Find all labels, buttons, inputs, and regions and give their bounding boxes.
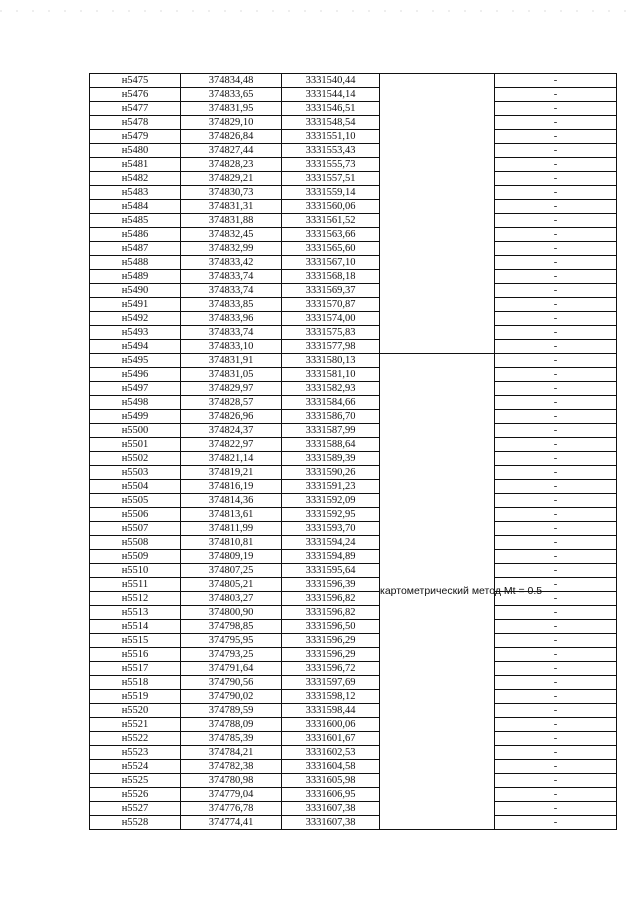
y-coordinate-cell: 3331540,44 [282, 74, 380, 88]
method-cell-group-1 [380, 74, 495, 354]
point-name-cell: н5484 [90, 200, 181, 214]
point-name-cell: н5523 [90, 746, 181, 760]
x-coordinate-cell: 374803,27 [181, 592, 282, 606]
y-coordinate-cell: 3331596,39 [282, 578, 380, 592]
y-coordinate-cell: 3331559,14 [282, 186, 380, 200]
table-row [90, 102, 617, 116]
point-name-cell: н5510 [90, 564, 181, 578]
y-coordinate-cell: 3331607,38 [282, 816, 380, 830]
table-row [90, 718, 617, 732]
point-name-cell: н5527 [90, 802, 181, 816]
point-name-cell: н5486 [90, 228, 181, 242]
y-coordinate-cell: 3331577,98 [282, 340, 380, 354]
note-cell: - [495, 690, 617, 704]
x-coordinate-cell: 374798,85 [181, 620, 282, 634]
point-name-cell: н5477 [90, 102, 181, 116]
table-row [90, 606, 617, 620]
table-row [90, 256, 617, 270]
note-cell: - [495, 704, 617, 718]
y-coordinate-cell: 3331560,06 [282, 200, 380, 214]
note-cell: - [495, 298, 617, 312]
x-coordinate-cell: 374800,90 [181, 606, 282, 620]
x-coordinate-cell: 374824,37 [181, 424, 282, 438]
note-cell: - [495, 256, 617, 270]
table-row [90, 228, 617, 242]
point-name-cell: н5516 [90, 648, 181, 662]
point-name-cell: н5481 [90, 158, 181, 172]
note-cell: - [495, 354, 617, 368]
x-coordinate-cell: 374831,05 [181, 368, 282, 382]
x-coordinate-cell: 374831,95 [181, 102, 282, 116]
table-row [90, 172, 617, 186]
y-coordinate-cell: 3331598,44 [282, 704, 380, 718]
x-coordinate-cell: 374793,25 [181, 648, 282, 662]
note-cell: - [495, 270, 617, 284]
note-cell: - [495, 816, 617, 830]
y-coordinate-cell: 3331605,98 [282, 774, 380, 788]
point-name-cell: н5475 [90, 74, 181, 88]
y-coordinate-cell: 3331592,09 [282, 494, 380, 508]
y-coordinate-cell: 3331596,50 [282, 620, 380, 634]
table-row [90, 424, 617, 438]
x-coordinate-cell: 374811,99 [181, 522, 282, 536]
table-row [90, 214, 617, 228]
y-coordinate-cell: 3331575,83 [282, 326, 380, 340]
y-coordinate-cell: 3331587,99 [282, 424, 380, 438]
y-coordinate-cell: 3331604,58 [282, 760, 380, 774]
x-coordinate-cell: 374829,21 [181, 172, 282, 186]
point-name-cell: н5509 [90, 550, 181, 564]
note-cell: - [495, 410, 617, 424]
point-name-cell: н5504 [90, 480, 181, 494]
y-coordinate-cell: 3331568,18 [282, 270, 380, 284]
y-coordinate-cell: 3331553,43 [282, 144, 380, 158]
x-coordinate-cell: 374790,02 [181, 690, 282, 704]
point-name-cell: н5500 [90, 424, 181, 438]
x-coordinate-cell: 374790,56 [181, 676, 282, 690]
x-coordinate-cell: 374829,97 [181, 382, 282, 396]
point-name-cell: н5488 [90, 256, 181, 270]
x-coordinate-cell: 374807,25 [181, 564, 282, 578]
y-coordinate-cell: 3331601,67 [282, 732, 380, 746]
x-coordinate-cell: 374782,38 [181, 760, 282, 774]
x-coordinate-cell: 374826,84 [181, 130, 282, 144]
note-cell: - [495, 396, 617, 410]
point-name-cell: н5526 [90, 788, 181, 802]
point-name-cell: н5476 [90, 88, 181, 102]
x-coordinate-cell: 374805,21 [181, 578, 282, 592]
point-name-cell: н5492 [90, 312, 181, 326]
table-row [90, 620, 617, 634]
note-cell: - [495, 130, 617, 144]
point-name-cell: н5507 [90, 522, 181, 536]
table-row [90, 536, 617, 550]
y-coordinate-cell: 3331589,39 [282, 452, 380, 466]
y-coordinate-cell: 3331592,95 [282, 508, 380, 522]
table-row [90, 270, 617, 284]
table-row [90, 760, 617, 774]
y-coordinate-cell: 3331557,51 [282, 172, 380, 186]
point-name-cell: н5508 [90, 536, 181, 550]
point-name-cell: н5494 [90, 340, 181, 354]
note-cell: - [495, 424, 617, 438]
y-coordinate-cell: 3331544,14 [282, 88, 380, 102]
note-cell: - [495, 102, 617, 116]
table-row [90, 130, 617, 144]
point-name-cell: н5522 [90, 732, 181, 746]
x-coordinate-cell: 374791,64 [181, 662, 282, 676]
x-coordinate-cell: 374813,61 [181, 508, 282, 522]
x-coordinate-cell: 374833,74 [181, 270, 282, 284]
note-cell: - [495, 774, 617, 788]
y-coordinate-cell: 3331551,10 [282, 130, 380, 144]
table-row [90, 690, 617, 704]
table-row [90, 480, 617, 494]
y-coordinate-cell: 3331606,95 [282, 788, 380, 802]
note-cell: - [495, 662, 617, 676]
point-name-cell: н5489 [90, 270, 181, 284]
point-name-cell: н5487 [90, 242, 181, 256]
point-name-cell: н5503 [90, 466, 181, 480]
point-name-cell: н5495 [90, 354, 181, 368]
table-row [90, 298, 617, 312]
y-coordinate-cell: 3331548,54 [282, 116, 380, 130]
x-coordinate-cell: 374776,78 [181, 802, 282, 816]
table-row [90, 746, 617, 760]
x-coordinate-cell: 374833,65 [181, 88, 282, 102]
method-cell-group-2: картометрический метод Mt = 0.5 [380, 354, 495, 830]
point-name-cell: н5524 [90, 760, 181, 774]
x-coordinate-cell: 374833,74 [181, 284, 282, 298]
note-cell: - [495, 648, 617, 662]
y-coordinate-cell: 3331555,73 [282, 158, 380, 172]
y-coordinate-cell: 3331569,37 [282, 284, 380, 298]
y-coordinate-cell: 3331586,70 [282, 410, 380, 424]
note-cell: - [495, 606, 617, 620]
y-coordinate-cell: 3331600,06 [282, 718, 380, 732]
y-coordinate-cell: 3331595,64 [282, 564, 380, 578]
y-coordinate-cell: 3331590,26 [282, 466, 380, 480]
note-cell: - [495, 676, 617, 690]
table-row [90, 550, 617, 564]
y-coordinate-cell: 3331591,23 [282, 480, 380, 494]
note-cell: - [495, 788, 617, 802]
note-cell: - [495, 144, 617, 158]
note-cell: - [495, 802, 617, 816]
point-name-cell: н5493 [90, 326, 181, 340]
y-coordinate-cell: 3331565,60 [282, 242, 380, 256]
point-name-cell: н5525 [90, 774, 181, 788]
table-row [90, 186, 617, 200]
note-cell: - [495, 200, 617, 214]
x-coordinate-cell: 374831,91 [181, 354, 282, 368]
x-coordinate-cell: 374833,96 [181, 312, 282, 326]
y-coordinate-cell: 3331563,66 [282, 228, 380, 242]
table-row [90, 662, 617, 676]
x-coordinate-cell: 374833,10 [181, 340, 282, 354]
table-row [90, 396, 617, 410]
note-cell: - [495, 340, 617, 354]
x-coordinate-cell: 374826,96 [181, 410, 282, 424]
note-cell: - [495, 536, 617, 550]
x-coordinate-cell: 374789,59 [181, 704, 282, 718]
y-coordinate-cell: 3331593,70 [282, 522, 380, 536]
coordinates-table-body [90, 74, 617, 830]
table-row [90, 312, 617, 326]
note-cell: - [495, 438, 617, 452]
point-name-cell: н5498 [90, 396, 181, 410]
note-cell: - [495, 326, 617, 340]
y-coordinate-cell: 3331594,89 [282, 550, 380, 564]
table-row [90, 802, 617, 816]
point-name-cell: н5480 [90, 144, 181, 158]
point-name-cell: н5483 [90, 186, 181, 200]
x-coordinate-cell: 374788,09 [181, 718, 282, 732]
x-coordinate-cell: 374809,19 [181, 550, 282, 564]
y-coordinate-cell: 3331561,52 [282, 214, 380, 228]
note-cell: - [495, 368, 617, 382]
table-row [90, 116, 617, 130]
x-coordinate-cell: 374780,98 [181, 774, 282, 788]
note-cell: - [495, 186, 617, 200]
x-coordinate-cell: 374833,85 [181, 298, 282, 312]
note-cell: - [495, 508, 617, 522]
table-row [90, 242, 617, 256]
y-coordinate-cell: 3331596,82 [282, 592, 380, 606]
y-coordinate-cell: 3331602,53 [282, 746, 380, 760]
note-cell: - [495, 578, 617, 592]
note-cell: - [495, 452, 617, 466]
point-name-cell: н5521 [90, 718, 181, 732]
note-cell: - [495, 494, 617, 508]
point-name-cell: н5501 [90, 438, 181, 452]
table-row [90, 774, 617, 788]
point-name-cell: н5490 [90, 284, 181, 298]
x-coordinate-cell: 374774,41 [181, 816, 282, 830]
point-name-cell: н5482 [90, 172, 181, 186]
point-name-cell: н5517 [90, 662, 181, 676]
y-coordinate-cell: 3331597,69 [282, 676, 380, 690]
x-coordinate-cell: 374828,57 [181, 396, 282, 410]
table-row [90, 382, 617, 396]
point-name-cell: н5514 [90, 620, 181, 634]
y-coordinate-cell: 3331596,72 [282, 662, 380, 676]
x-coordinate-cell: 374810,81 [181, 536, 282, 550]
table-row [90, 648, 617, 662]
note-cell: - [495, 732, 617, 746]
x-coordinate-cell: 374831,88 [181, 214, 282, 228]
x-coordinate-cell: 374827,44 [181, 144, 282, 158]
note-cell: - [495, 634, 617, 648]
point-name-cell: н5512 [90, 592, 181, 606]
point-name-cell: н5499 [90, 410, 181, 424]
table-row [90, 354, 617, 368]
table-row [90, 410, 617, 424]
table-row [90, 326, 617, 340]
table-row [90, 704, 617, 718]
note-cell: - [495, 760, 617, 774]
x-coordinate-cell: 374829,10 [181, 116, 282, 130]
y-coordinate-cell: 3331580,13 [282, 354, 380, 368]
x-coordinate-cell: 374785,39 [181, 732, 282, 746]
x-coordinate-cell: 374833,74 [181, 326, 282, 340]
x-coordinate-cell: 374832,99 [181, 242, 282, 256]
note-cell: - [495, 158, 617, 172]
y-coordinate-cell: 3331588,64 [282, 438, 380, 452]
y-coordinate-cell: 3331567,10 [282, 256, 380, 270]
table-row [90, 466, 617, 480]
table-row [90, 144, 617, 158]
y-coordinate-cell: 3331594,24 [282, 536, 380, 550]
note-cell: - [495, 550, 617, 564]
note-cell: - [495, 522, 617, 536]
note-cell: - [495, 564, 617, 578]
note-cell: - [495, 480, 617, 494]
point-name-cell: н5520 [90, 704, 181, 718]
note-cell: - [495, 172, 617, 186]
table-row [90, 676, 617, 690]
x-coordinate-cell: 374832,45 [181, 228, 282, 242]
note-cell: - [495, 620, 617, 634]
x-coordinate-cell: 374814,36 [181, 494, 282, 508]
note-cell: - [495, 312, 617, 326]
y-coordinate-cell: 3331596,82 [282, 606, 380, 620]
point-name-cell: н5485 [90, 214, 181, 228]
table-row [90, 74, 617, 88]
y-coordinate-cell: 3331570,87 [282, 298, 380, 312]
table-row [90, 200, 617, 214]
note-cell: - [495, 382, 617, 396]
x-coordinate-cell: 374833,42 [181, 256, 282, 270]
y-coordinate-cell: 3331546,51 [282, 102, 380, 116]
point-name-cell: н5506 [90, 508, 181, 522]
table-row [90, 340, 617, 354]
table-row [90, 438, 617, 452]
note-cell: - [495, 74, 617, 88]
scan-artifact-line [0, 8, 640, 14]
x-coordinate-cell: 374819,21 [181, 466, 282, 480]
point-name-cell: н5479 [90, 130, 181, 144]
y-coordinate-cell: 3331598,12 [282, 690, 380, 704]
point-name-cell: н5519 [90, 690, 181, 704]
y-coordinate-cell: 3331581,10 [282, 368, 380, 382]
note-cell: - [495, 228, 617, 242]
point-name-cell: н5502 [90, 452, 181, 466]
note-cell: - [495, 88, 617, 102]
table-row [90, 508, 617, 522]
table-row [90, 158, 617, 172]
table-row [90, 788, 617, 802]
point-name-cell: н5528 [90, 816, 181, 830]
table-row [90, 284, 617, 298]
x-coordinate-cell: 374779,04 [181, 788, 282, 802]
x-coordinate-cell: 374816,19 [181, 480, 282, 494]
point-name-cell: н5518 [90, 676, 181, 690]
note-cell: - [495, 214, 617, 228]
note-cell: - [495, 116, 617, 130]
y-coordinate-cell: 3331596,29 [282, 634, 380, 648]
table-row [90, 564, 617, 578]
note-cell: - [495, 746, 617, 760]
point-name-cell: н5511 [90, 578, 181, 592]
y-coordinate-cell: 3331584,66 [282, 396, 380, 410]
note-cell: - [495, 284, 617, 298]
point-name-cell: н5478 [90, 116, 181, 130]
x-coordinate-cell: 374821,14 [181, 452, 282, 466]
x-coordinate-cell: 374822,97 [181, 438, 282, 452]
table-row [90, 368, 617, 382]
table-row [90, 88, 617, 102]
table-row [90, 816, 617, 830]
y-coordinate-cell: 3331582,93 [282, 382, 380, 396]
x-coordinate-cell: 374795,95 [181, 634, 282, 648]
x-coordinate-cell: 374831,31 [181, 200, 282, 214]
x-coordinate-cell: 374834,48 [181, 74, 282, 88]
table-row [90, 494, 617, 508]
point-name-cell: н5497 [90, 382, 181, 396]
y-coordinate-cell: 3331607,38 [282, 802, 380, 816]
coordinates-table [89, 73, 617, 830]
point-name-cell: н5491 [90, 298, 181, 312]
table-row [90, 522, 617, 536]
note-cell: - [495, 466, 617, 480]
note-cell: - [495, 592, 617, 606]
table-row [90, 732, 617, 746]
table-row [90, 634, 617, 648]
point-name-cell: н5513 [90, 606, 181, 620]
x-coordinate-cell: 374828,23 [181, 158, 282, 172]
y-coordinate-cell: 3331574,00 [282, 312, 380, 326]
x-coordinate-cell: 374784,21 [181, 746, 282, 760]
y-coordinate-cell: 3331596,29 [282, 648, 380, 662]
table-row [90, 452, 617, 466]
point-name-cell: н5505 [90, 494, 181, 508]
x-coordinate-cell: 374830,73 [181, 186, 282, 200]
point-name-cell: н5515 [90, 634, 181, 648]
note-cell: - [495, 718, 617, 732]
note-cell: - [495, 242, 617, 256]
point-name-cell: н5496 [90, 368, 181, 382]
